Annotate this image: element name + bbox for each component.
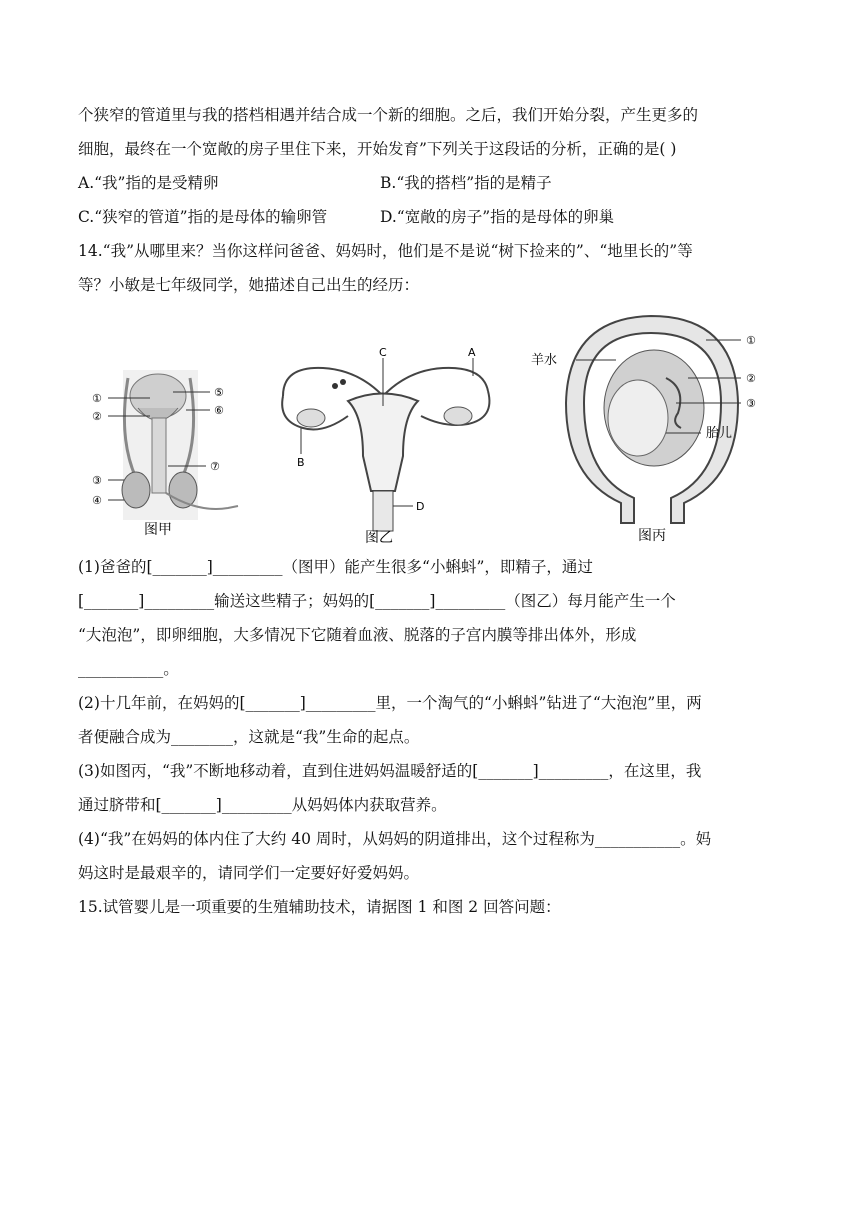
figure-bing-caption: 图丙 <box>638 528 666 544</box>
q14-part1-line-3: “大泡泡”，即卵细胞，大多情况下它随着血液、脱落的子宫内膜等排出体外，形成 <box>78 626 637 644</box>
bing-label-amniotic-fluid: 羊水 <box>531 353 558 368</box>
jia-label-4: ④ <box>92 494 102 507</box>
q15-line-1: 15.试管婴儿是一项重要的生殖辅助技术，请据图 1 和图 2 回答问题： <box>78 898 561 916</box>
q13-line-1: 个狭窄的管道里与我的搭档相遇并结合成一个新的细胞。之后，我们开始分裂，产生更多的 <box>78 106 699 124</box>
bing-label-3: ③ <box>746 397 756 410</box>
q13-option-c: C.“狭窄的管道”指的是母体的输卵管 <box>78 208 328 226</box>
q14-part3-line-2: 通过脐带和[_______]_________从妈妈体内获取营养。 <box>78 796 447 814</box>
bing-label-1: ① <box>746 334 756 347</box>
yi-label-c: C <box>379 346 387 359</box>
figure-jia-caption: 图甲 <box>144 522 172 538</box>
figure-bing <box>526 308 798 548</box>
q13-option-d: D.“宽敞的房子”指的是母体的卵巢 <box>380 208 615 226</box>
jia-label-5: ⑤ <box>214 386 224 399</box>
figure-yi-caption: 图乙 <box>365 530 393 546</box>
bing-label-fetus: 胎儿 <box>706 426 733 441</box>
yi-label-b: B <box>297 456 305 469</box>
q14-part1-line-4: ___________。 <box>78 660 179 678</box>
figure-jia <box>78 358 253 548</box>
q14-part2-line-1: (2)十几年前，在妈妈的[_______]_________里，一个淘气的“小蝌蚪”钻进了“大泡泡”里，两 <box>78 694 702 712</box>
jia-label-1: ① <box>92 392 102 405</box>
jia-label-6: ⑥ <box>214 404 224 417</box>
q14-part4-line-1: (4)“我”在妈妈的体内住了大约 40 周时，从妈妈的阴道排出，这个过程称为___________。妈 <box>78 830 712 848</box>
q14-figures <box>78 308 798 548</box>
q13-option-a: A.“我”指的是受精卵 <box>78 174 219 192</box>
q14-part1-line-1: (1)爸爸的[_______]_________（图甲）能产生很多“小蝌蚪”，即精子，通过 <box>78 558 593 576</box>
yi-label-d: D <box>416 500 425 513</box>
q13-option-b: B.“我的搭档”指的是精子 <box>380 174 552 192</box>
q14-intro-1: 14.“我”从哪里来？当你这样问爸爸、妈妈时，他们是不是说“树下捡来的”、“地里长的”等 <box>78 242 693 260</box>
jia-label-3: ③ <box>92 474 102 487</box>
q13-line-2: 细胞，最终在一个宽敞的房子里住下来，开始发育”下列关于这段话的分析，正确的是( ) <box>78 140 677 158</box>
q14-part4-line-2: 妈这时是最艰辛的，请同学们一定要好好爱妈妈。 <box>78 864 420 882</box>
jia-label-7: ⑦ <box>210 460 220 473</box>
q14-part1-line-2: [_______]_________输送这些精子；妈妈的[_______]_________（图乙）每月能产生一个 <box>78 592 676 610</box>
jia-label-2: ② <box>92 410 102 423</box>
q14-intro-2: 等？小敏是七年级同学，她描述自己出生的经历： <box>78 276 420 294</box>
bing-label-2: ② <box>746 372 756 385</box>
figure-yi <box>263 346 508 548</box>
yi-label-a: A <box>468 346 476 359</box>
q14-part2-line-2: 者便融合成为________，这就是“我”生命的起点。 <box>78 728 420 746</box>
q14-part3-line-1: (3)如图丙，“我”不断地移动着，直到住进妈妈温暖舒适的[_______]_________，在这里，我 <box>78 762 702 780</box>
